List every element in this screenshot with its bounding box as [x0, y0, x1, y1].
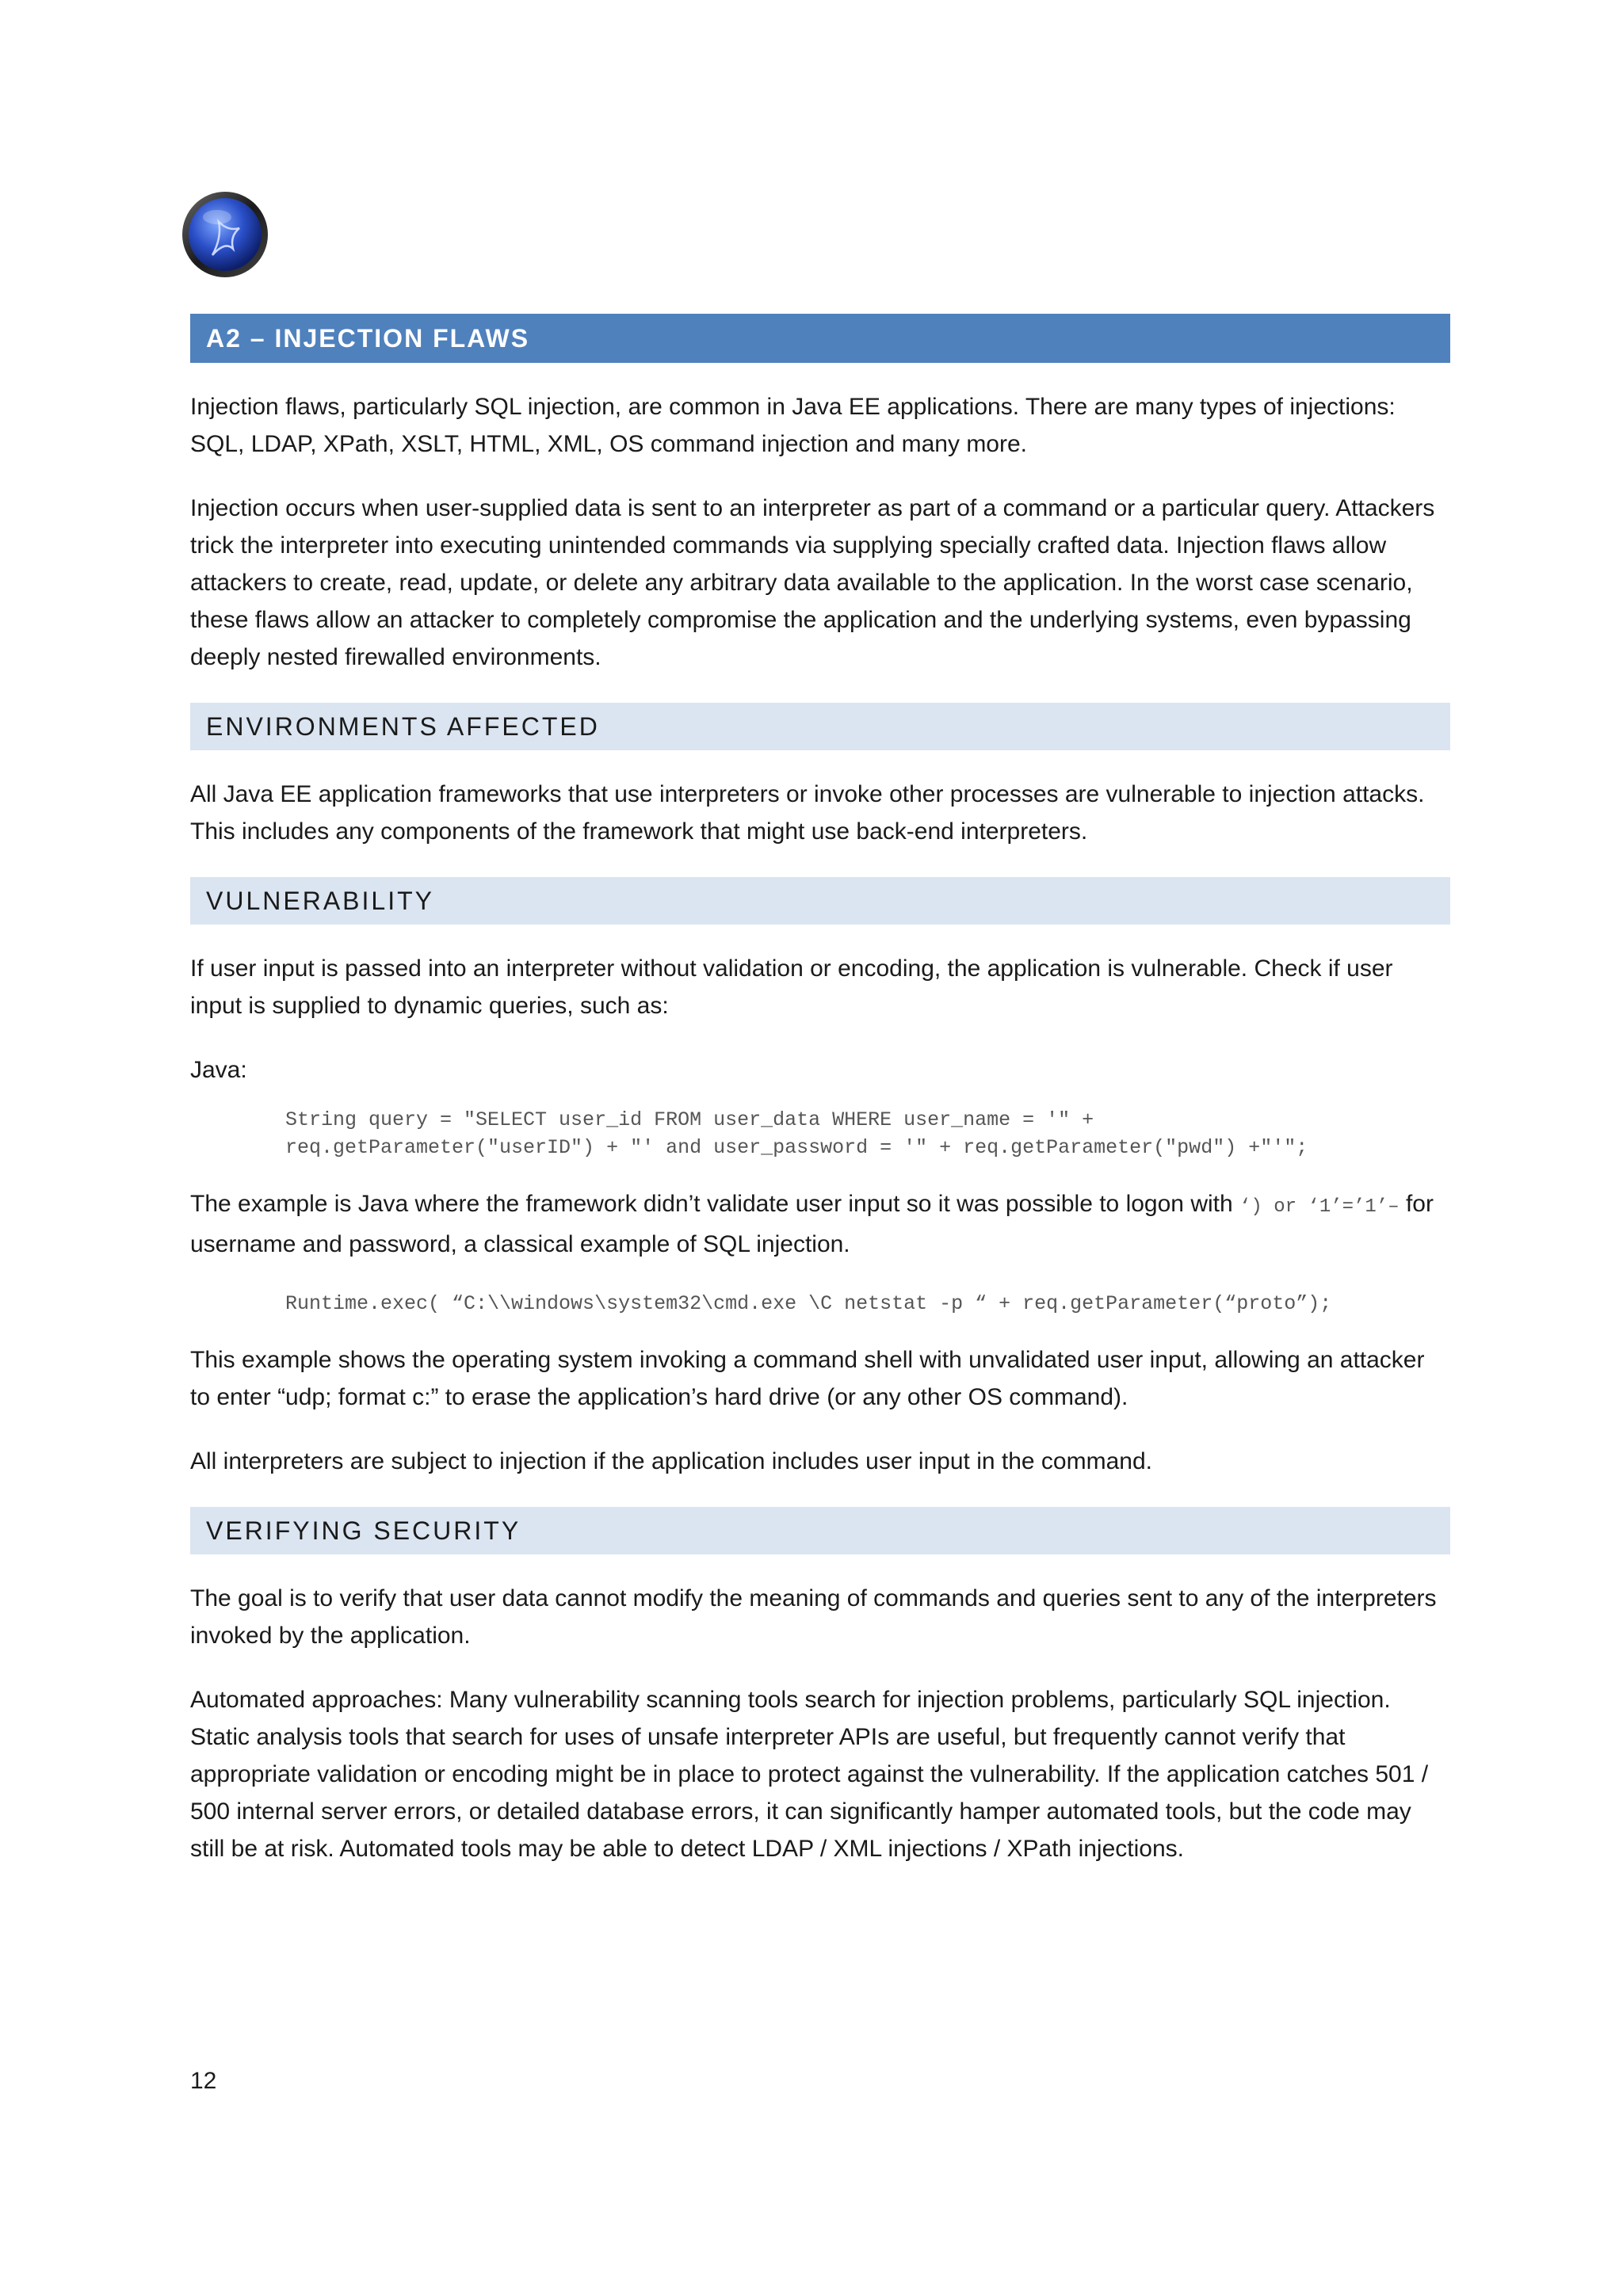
- intro-paragraph-2: Injection occurs when user-supplied data is sent to an interpreter as part of a command or a particular query. Attackers trick the interpreter into executing unintended commands via supplying specially crafted data. Injection flaws allow attackers to create, read, update, or delete any arbitrary data available to the application. In the worst case scenario, these flaws allow an attacker to completely compromise the application and the underlying systems, even bypassing deeply nested firewalled environments.: [190, 495, 1435, 670]
- shell-example-paragraph: This example shows the operating system invoking a command shell with unvalidated user input, allowing an attacker to enter “udp; format c:” to erase the application’s hard drive (or any other OS command).: [190, 1347, 1425, 1410]
- all-interpreters-paragraph: All interpreters are subject to injection if the application includes user input in the command.: [190, 1448, 1152, 1474]
- section-heading-injection-flaws: A2 – INJECTION FLAWS: [190, 314, 1450, 363]
- runtime-exec-code-block: [285, 1290, 1450, 1318]
- document-content: [190, 314, 1450, 1894]
- code-line: Runtime.exec( “C:\\windows\system32\cmd.exe \C netstat -p “ + req.getParameter(“proto”);: [285, 1292, 1332, 1315]
- verifying-paragraph-2: Automated approaches: Many vulnerability scanning tools search for injection problems, particularly SQL injection. Static analysis tools that search for uses of unsafe interpreter APIs are useful, but frequently cannot verify that appropriate validation or encoding might be in place to protect against the vulnerability. If the application catches 501 / 500 internal server errors, or detailed database errors, it can significantly hamper automated tools, but the code may still be at risk. Automated tools may be able to detect LDAP / XML injections / XPath injections.: [190, 1687, 1429, 1862]
- intro-paragraph-1: Injection flaws, particularly SQL injection, are common in Java EE applications. There are many types of injections: SQL, LDAP, XPath, XSLT, HTML, XML, OS command injection and many more.: [190, 394, 1396, 457]
- environments-paragraph: All Java EE application frameworks that use interpreters or invoke other processes are vulnerable to injection attacks. This includes any components of the framework that might use back-end interpreters.: [190, 781, 1425, 845]
- page-number: 12: [190, 2068, 217, 2094]
- section-heading-environments-affected: ENVIRONMENTS AFFECTED: [190, 703, 1450, 750]
- owasp-logo-icon: [181, 190, 269, 279]
- sql-example-paragraph: [190, 1185, 1450, 1263]
- code-line: req.getParameter("userID") + "' and user_password = '" + req.getParameter("pwd") +"'";: [285, 1136, 1308, 1159]
- section-heading-vulnerability: VULNERABILITY: [190, 877, 1450, 925]
- sql-code-block: [285, 1106, 1450, 1161]
- example-text: for username and password, a classical example of SQL injection.: [190, 1191, 1434, 1257]
- code-line: String query = "SELECT user_id FROM user_data WHERE user_name = '" +: [285, 1108, 1094, 1131]
- section-heading-verifying-security: VERIFYING SECURITY: [190, 1507, 1450, 1554]
- inline-code-snippet: ‘) or ‘1’=’1’–: [1239, 1196, 1400, 1218]
- java-label: Java:: [190, 1057, 247, 1083]
- verifying-paragraph-1: The goal is to verify that user data cannot modify the meaning of commands and queries sent to any of the interpreters invoked by the application.: [190, 1585, 1437, 1649]
- vulnerability-paragraph: If user input is passed into an interpreter without validation or encoding, the application is vulnerable. Check if user input is supplied to dynamic queries, such as:: [190, 955, 1393, 1019]
- example-text: The example is Java where the framework didn’t validate user input so it was possible to logon with: [190, 1191, 1239, 1217]
